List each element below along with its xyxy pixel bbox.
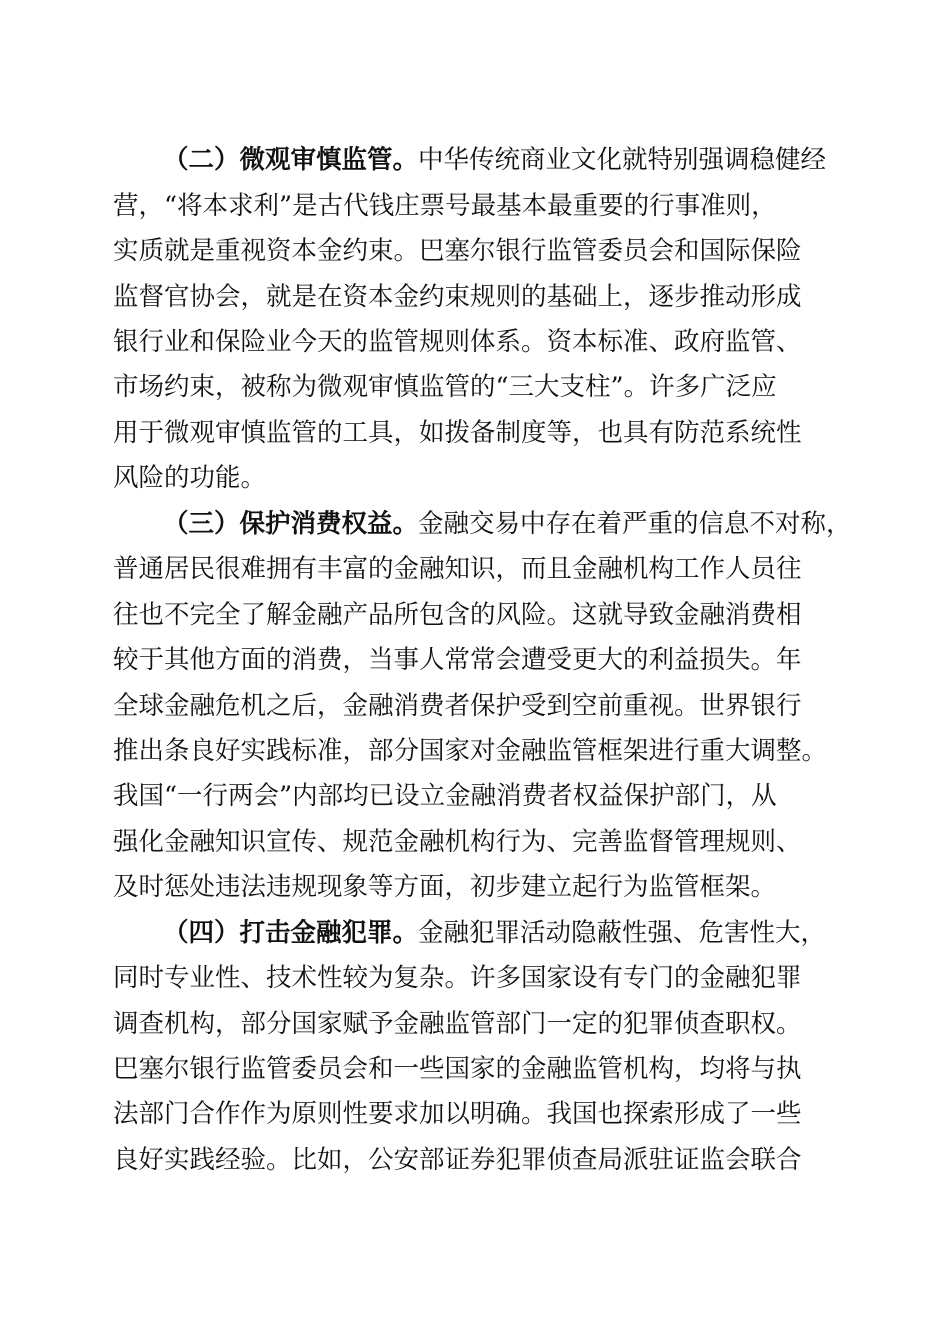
line-text: 良好实践经验。比如，公安部证券犯罪侦查局派驻证监会联合 <box>113 1145 802 1175</box>
paragraph-4-line-1 <box>0 913 950 953</box>
line-text: 同时专业性、技术性较为复杂。许多国家设有专门的金融犯罪 <box>113 963 802 993</box>
line-text: 巴塞尔银行监管委员会和一些国家的金融监管机构，均将与执 <box>113 1054 802 1084</box>
paragraph-3-line-2 <box>0 549 950 589</box>
line-text: 推出条良好实践标准，部分国家对金融监管框架进行重大调整。 <box>113 736 828 766</box>
line-text: 金融交易中存在着严重的信息不对称， <box>418 509 852 539</box>
line-text: 风险的功能。 <box>113 463 267 493</box>
paragraph-3-line-8 <box>0 822 950 862</box>
line-text: 调查机构，部分国家赋予金融监管部门一定的犯罪侦查职权。 <box>113 1009 802 1039</box>
section-heading-consumer-protection: （三）保护消费权益。 <box>163 509 419 539</box>
line-text: 银行业和保险业今天的监管规则体系。资本标准、政府监管、 <box>113 327 802 357</box>
line-text: 法部门合作作为原则性要求加以明确。我国也探索形成了一些 <box>113 1099 802 1129</box>
paragraph-2-line-4 <box>0 277 950 317</box>
paragraph-3-line-9 <box>0 867 950 907</box>
line-text: 及时惩处违法违规现象等方面，初步建立起行为监管框架。 <box>113 872 777 902</box>
paragraph-3-line-1 <box>0 504 950 544</box>
line-text: 往也不完全了解金融产品所包含的风险。这就导致金融消费相 <box>113 600 802 630</box>
paragraph-2-line-5 <box>0 322 950 362</box>
paragraph-3-line-3 <box>0 595 950 635</box>
paragraph-2-line-3 <box>0 231 950 271</box>
line-text: 我国“一行两会”内部均已设立金融消费者权益保护部门，从 <box>113 781 777 811</box>
section-heading-micro-prudential: （二）微观审慎监管。 <box>163 145 419 175</box>
paragraph-4-line-2 <box>0 958 950 998</box>
line-text: 中华传统商业文化就特别强调稳健经 <box>418 145 827 175</box>
paragraph-3-line-7 <box>0 776 950 816</box>
paragraph-2-line-1 <box>0 140 950 180</box>
paragraph-3-line-6 <box>0 731 950 771</box>
line-text: 实质就是重视资本金约束。巴塞尔银行监管委员会和国际保险 <box>113 236 802 266</box>
paragraph-4-line-5 <box>0 1094 950 1134</box>
paragraph-3-line-5 <box>0 686 950 726</box>
line-text: 金融犯罪活动隐蔽性强、危害性大， <box>418 918 827 948</box>
paragraph-4-line-6 <box>0 1140 950 1180</box>
line-text: 市场约束，被称为微观审慎监管的“三大支柱”。许多广泛应 <box>113 372 777 402</box>
paragraph-2-line-8 <box>0 458 950 498</box>
paragraph-2-line-7 <box>0 413 950 453</box>
line-text: 普通居民很难拥有丰富的金融知识，而且金融机构工作人员往 <box>113 554 802 584</box>
line-text: 监督官协会，就是在资本金约束规则的基础上，逐步推动形成 <box>113 282 802 312</box>
line-text: 强化金融知识宣传、规范金融机构行为、完善监督管理规则、 <box>113 827 802 857</box>
paragraph-3-line-4 <box>0 640 950 680</box>
paragraph-2-line-2 <box>0 186 950 226</box>
paragraph-4-line-4 <box>0 1049 950 1089</box>
paragraph-2-line-6 <box>0 367 950 407</box>
line-text: 营，“将本求利”是古代钱庄票号最基本最重要的行事准则， <box>113 191 777 221</box>
paragraph-4-line-3 <box>0 1004 950 1044</box>
line-text: 全球金融危机之后，金融消费者保护受到空前重视。世界银行 <box>113 691 802 721</box>
line-text: 较于其他方面的消费，当事人常常会遭受更大的利益损失。年 <box>113 645 802 675</box>
section-heading-financial-crime: （四）打击金融犯罪。 <box>163 918 419 948</box>
line-text: 用于微观审慎监管的工具，如拨备制度等，也具有防范系统性 <box>113 418 802 448</box>
